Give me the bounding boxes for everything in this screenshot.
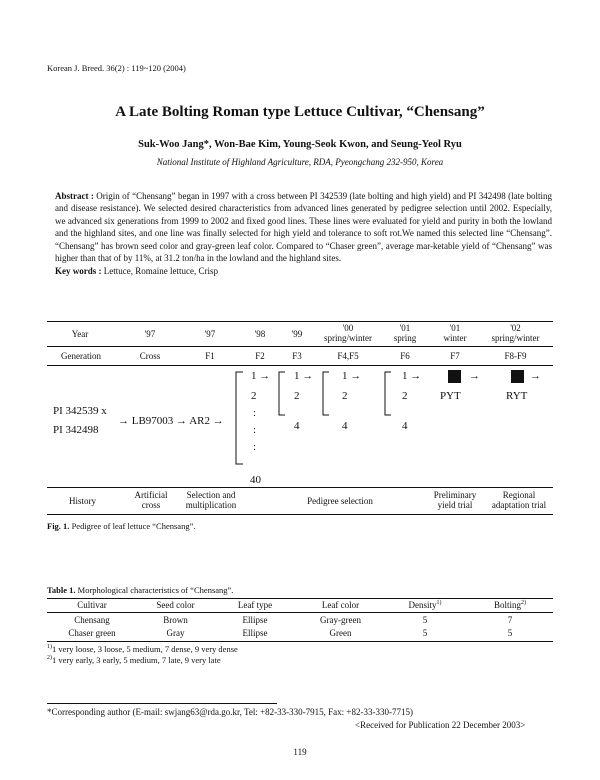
- table-top-rule: [47, 598, 553, 599]
- gen-cross: Cross: [139, 351, 161, 361]
- table-header-bolting: Bolting$^{2)}$: [493, 600, 526, 610]
- table-note-1: $^{1)}$1 very loose, 3 loose, 5 medium, 7 dense, 9 very dense: [47, 644, 238, 654]
- gen-f45: F4,F5: [337, 351, 359, 361]
- table-cell: Chensang: [74, 615, 110, 625]
- year-f89: '02 spring/winter: [491, 323, 540, 343]
- table-header-seed-color: Seed color: [156, 600, 195, 610]
- table-header-cultivar: Cultivar: [77, 600, 107, 610]
- table-note-2: $^{2)}$1 very early, 3 early, 5 medium, 7 late, 9 very late: [47, 655, 221, 665]
- history-regional: Regional adaptation trial: [491, 490, 547, 510]
- table-cell: Brown: [163, 615, 188, 625]
- received-date: <Received for Publication 22 December 2003>: [355, 720, 526, 730]
- f89-selection-square: [511, 370, 524, 383]
- f2-line-2: 2: [251, 390, 257, 402]
- f2-total: 40: [250, 474, 261, 486]
- f2-line-1: 1 →: [251, 370, 271, 382]
- bracket-f3: [279, 372, 285, 415]
- year-f1: '97: [204, 329, 216, 339]
- f89-arrow: →: [530, 370, 541, 382]
- table-header-density: Density$^{1)}$: [408, 600, 442, 610]
- table-caption: Table 1. Morphological characteristics of “Chensang”.: [47, 585, 234, 595]
- table-cell: 5: [507, 628, 513, 638]
- table-cell: Gray: [166, 628, 185, 638]
- table-bottom-rule: [47, 641, 553, 642]
- generation-label: Generation: [61, 351, 101, 361]
- f45-line-4: 4: [342, 420, 348, 432]
- f2-dots-2: :: [253, 424, 257, 436]
- year-f7: '01 winter: [443, 323, 467, 343]
- table-cell: Ellipse: [242, 628, 268, 638]
- f2-dots-3: :: [253, 441, 257, 453]
- selection-chain: → LB97003 → AR2 →: [118, 415, 224, 427]
- affiliation: National Institute of Highland Agriculture, RDA, Pyeongchang 232-950, Korea: [156, 157, 444, 167]
- gen-f7: F7: [450, 351, 460, 361]
- keywords-label: Key words :: [55, 266, 102, 276]
- footnote-rule: [47, 703, 277, 704]
- page-number: 119: [293, 747, 307, 757]
- abstract-text: Origin of “Chensang” began in 1997 with a cross between PI 342539 (late bolting and high yield) and PI 342498 (late bolting and disease resistance). We selected desired characteristics from advanced lines generated by pedigree selection until 2002. Especially, we advanced six generations from 1999 to 2002 and fixed good lines. These lines were evaluated for yield and purity in both the lowland and the highland sites, and one line was finally selected for high yield and tolerance to soft rot.We named this selected line “Chensang”. “Chensang” has brown seed color and gray-green leaf color. Compared to “Chaser green”, average mar-ketable yield of “Chensang” was higher than that of by 11%, at 31.2 ton/ha in the lowland and the highland sites.: [55, 191, 552, 264]
- year-label: Year: [71, 329, 89, 339]
- table-cell: 5: [422, 615, 428, 625]
- table-cell: Chaser green: [68, 628, 116, 638]
- f6-line-1: 1 →: [402, 370, 422, 382]
- history-selection: Selection and multiplication: [185, 490, 237, 510]
- year-f6: '01 spring: [393, 323, 417, 343]
- table-cell: Gray-green: [320, 615, 361, 625]
- parent-1: PI 342539 x: [53, 405, 107, 417]
- bracket-f6: [385, 372, 391, 415]
- f7-arrow: →: [469, 370, 480, 382]
- f45-line-2: 2: [342, 390, 348, 402]
- table-header-leaf-color: Leaf color: [321, 600, 360, 610]
- f2-dots-1: :: [253, 407, 257, 419]
- table-cell: 5: [422, 628, 428, 638]
- year-f2: '98: [254, 329, 266, 339]
- f3-line-4: 4: [294, 420, 300, 432]
- table-header-leaf-type: Leaf type: [237, 600, 273, 610]
- table-cell: 7: [507, 615, 513, 625]
- table-cell: Green: [329, 628, 352, 638]
- keywords-text: Lettuce, Romaine lettuce, Crisp: [101, 266, 218, 276]
- figure-caption: Fig. 1. Pedigree of leaf lettuce “Chensang”.: [47, 521, 196, 531]
- gen-f6: F6: [400, 351, 410, 361]
- f7-selection-square: [448, 370, 461, 383]
- ryt-label: RYT: [506, 390, 528, 402]
- year-f3: '99: [291, 329, 303, 339]
- f3-line-2: 2: [294, 390, 300, 402]
- f45-line-1: 1 →: [342, 370, 362, 382]
- history-preliminary: Preliminary yield trial: [433, 490, 477, 510]
- author-list: Suk-Woo Jang*, Won-Bae Kim, Young-Seok Kwon, and Seung-Yeol Ryu: [138, 139, 462, 150]
- table-header-rule: [47, 612, 553, 613]
- history-pedigree: Pedigree selection: [307, 496, 373, 506]
- history-label: History: [69, 496, 96, 506]
- journal-reference: Korean J. Breed. 36(2) : 119~120 (2004): [47, 63, 186, 73]
- gen-f3: F3: [292, 351, 302, 361]
- bracket-f45: [323, 372, 329, 415]
- gen-f2: F2: [255, 351, 265, 361]
- parent-2: PI 342498: [53, 424, 99, 436]
- corresponding-author: *Corresponding author (E-mail: swjang63@rda.go.kr, Tel: +82-33-330-7915, Fax: +82-33-330-7715): [47, 707, 413, 717]
- year-cross: '97: [144, 329, 156, 339]
- table-cell: Ellipse: [242, 615, 268, 625]
- f6-line-2: 2: [402, 390, 408, 402]
- pyt-label: PYT: [440, 390, 461, 402]
- paper-title: A Late Bolting Roman type Lettuce Cultivar, “Chensang”: [115, 104, 485, 120]
- history-artificial-cross: Artificial cross: [134, 490, 168, 510]
- bracket-f2: [236, 372, 243, 464]
- f6-line-4: 4: [402, 420, 408, 432]
- gen-f89: F8-F9: [504, 351, 527, 361]
- year-f45: '00 spring/winter: [324, 323, 372, 343]
- abstract-label: Abstract :: [55, 191, 94, 201]
- f3-line-1: 1 →: [294, 370, 314, 382]
- gen-f1: F1: [205, 351, 215, 361]
